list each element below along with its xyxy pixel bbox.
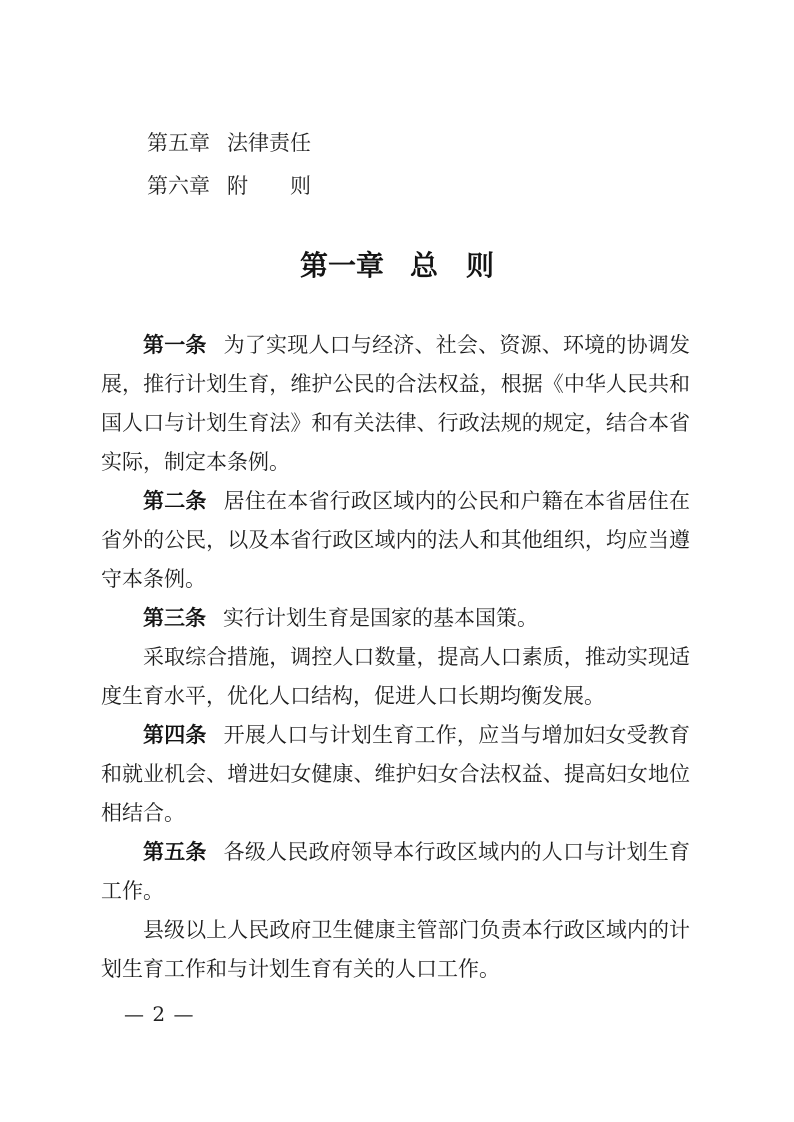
toc-chapter-number: 第六章 [147,174,210,198]
article-text: 各级人民政府领导本行政区域内的人口与计划生育工作。 [101,840,690,903]
article-paragraph [101,599,690,638]
chapter-heading-title: 总 则 [410,249,495,282]
page-number: — 2 — [124,1002,195,1026]
toc-chapter-title: 附 则 [227,174,311,198]
article-paragraph [101,911,690,989]
article-number: 第三条 [143,606,206,630]
article-text: 实行计划生育是国家的基本国策。 [223,606,538,630]
article-text: 为了实现人口与经济、社会、资源、环境的协调发展，推行计划生育，维护公民的合法权益，根据《中华人民共和国人口与计划生育法》和有关法律、行政法规的规定，结合本省实际，制定本条例。 [101,333,690,474]
article-text: 县级以上人民政府卫生健康主管部门负责本行政区域内的计划生育工作和与计划生育有关的人口工作。 [101,918,690,981]
article-number: 第五条 [143,840,207,864]
chapter-heading [0,249,794,283]
article-text: 开展人口与计划生育工作，应当与增加妇女受教育和就业机会、增进妇女健康、维护妇女合法权益、提高妇女地位相结合。 [101,723,690,825]
document-body [101,326,690,989]
toc-entry [147,165,311,208]
toc-chapter-number: 第五章 [147,131,210,155]
toc-entry [147,122,311,165]
article-number: 第二条 [143,489,207,513]
article-paragraph [101,638,690,716]
article-number: 第四条 [143,723,207,747]
article-text: 居住在本省行政区域内的公民和户籍在本省居住在省外的公民，以及本省行政区域内的法人和其他组织，均应当遵守本条例。 [101,489,690,591]
article-paragraph [101,326,690,482]
article-paragraph [101,482,690,599]
table-of-contents [147,122,311,208]
article-number: 第一条 [143,333,207,357]
article-text: 采取综合措施，调控人口数量，提高人口素质，推动实现适度生育水平，优化人口结构，促进人口长期均衡发展。 [101,645,690,708]
chapter-heading-number: 第一章 [299,249,384,282]
article-paragraph [101,716,690,833]
toc-chapter-title: 法律责任 [227,131,311,155]
article-paragraph [101,833,690,911]
